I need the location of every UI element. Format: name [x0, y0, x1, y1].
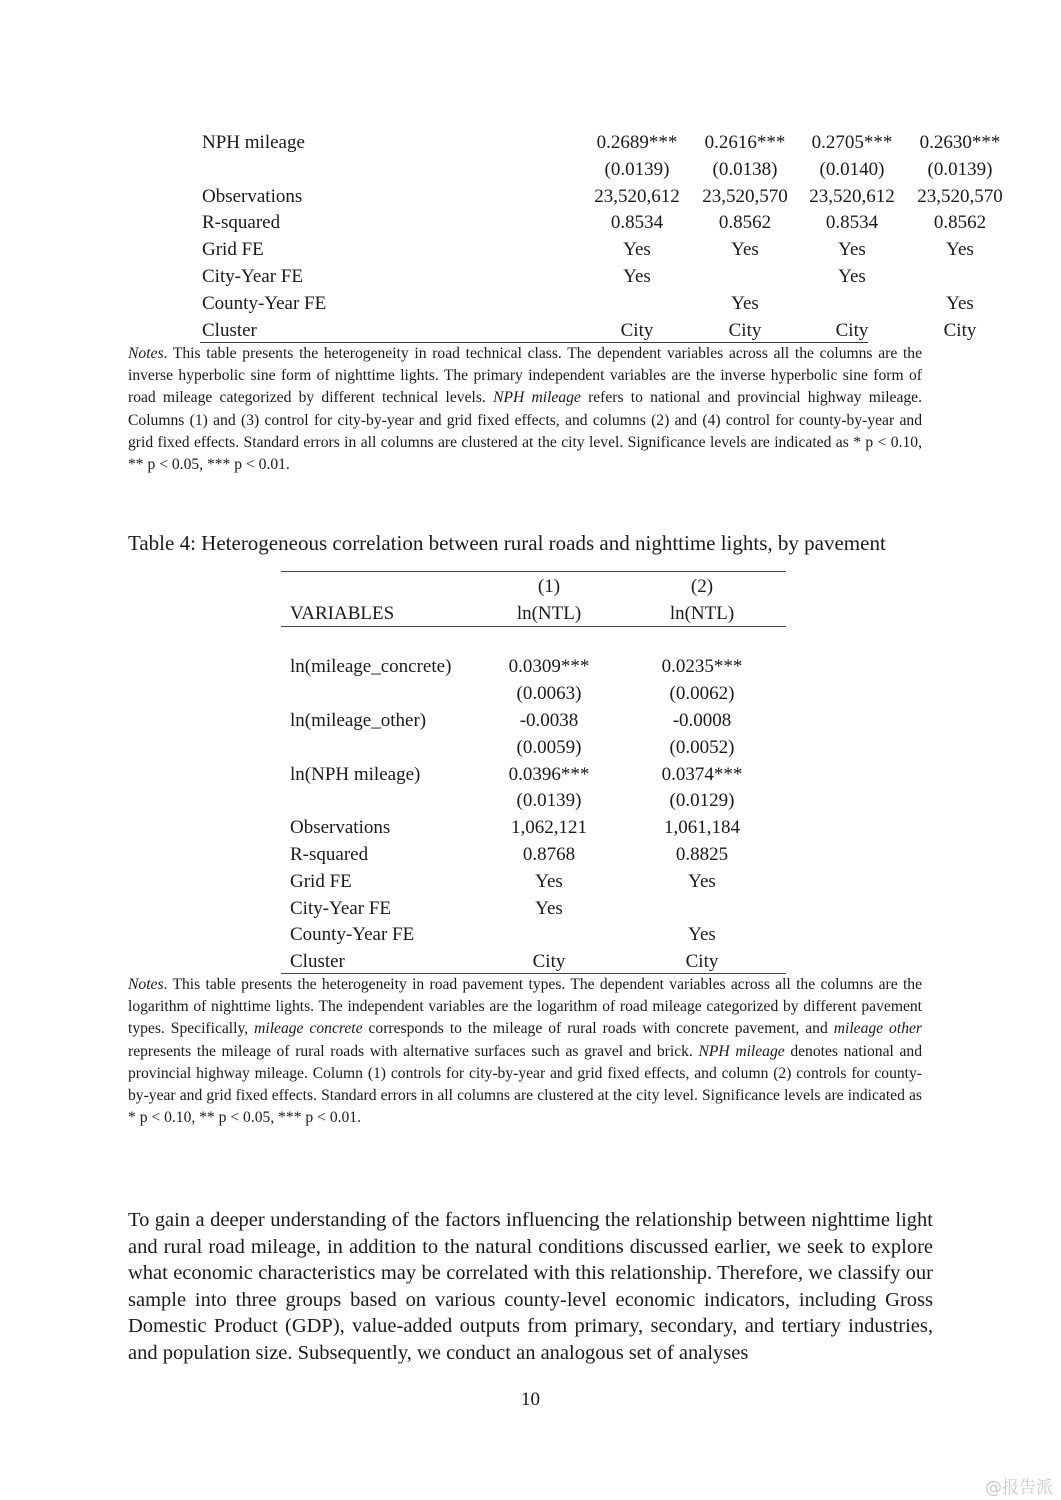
cell: 0.0396*** [508, 763, 590, 785]
cell: (0.0139) [516, 790, 582, 812]
table-row [281, 815, 786, 842]
cell: 23,520,612 [809, 185, 895, 207]
cell: City [728, 319, 762, 341]
cell: Yes [623, 265, 651, 287]
table-row [281, 762, 786, 789]
cell: City [620, 319, 654, 341]
cell: Yes [838, 239, 866, 261]
variables-header: VARIABLES [290, 602, 395, 624]
cell: Yes [731, 239, 759, 261]
cell: Yes [688, 870, 716, 892]
cell: 0.8534 [610, 212, 664, 234]
cell: 0.8562 [933, 212, 987, 234]
notes-emphasis: mileage concrete [254, 1020, 363, 1038]
notes-text: denotes national and provincial highway mileage. Column (1) controls for city-by-year and grid fixed effects, and column (2) controls for county-by-year and grid fixed effects. Standard errors in all columns are clustered at the city level. Significance levels are indicated as * p < 0.10, ** p < 0.05, *** p < 0.01. [128, 1042, 923, 1127]
cell: -0.0038 [519, 709, 579, 731]
row-label: County-Year FE [202, 292, 327, 314]
cell: -0.0008 [672, 709, 732, 731]
row-label: ln(mileage_concrete) [290, 656, 452, 678]
cell: 23,520,570 [917, 185, 1003, 207]
cell: (0.0129) [669, 790, 735, 812]
cell: Yes [946, 239, 974, 261]
table-row [200, 210, 987, 237]
notes-emphasis: mileage other [833, 1020, 922, 1038]
table-row [200, 157, 993, 184]
cell: City [835, 319, 869, 341]
cell: (0.0059) [516, 736, 582, 758]
row-label: Cluster [202, 319, 257, 341]
notes-lead: Notes [128, 976, 164, 993]
table-row [281, 842, 786, 869]
cell: 0.8825 [675, 843, 729, 865]
cell: 0.8768 [522, 843, 576, 865]
notes-lead: Notes [128, 345, 164, 362]
row-label: City-Year FE [290, 897, 391, 919]
cell: Yes [838, 265, 866, 287]
row-label: R-squared [290, 843, 369, 865]
row-label: City-Year FE [202, 265, 303, 287]
cell: (0.0062) [669, 683, 735, 705]
row-label: Cluster [290, 951, 345, 973]
table4 [281, 574, 786, 976]
cell: (0.0139) [927, 158, 993, 180]
cell: 1,062,121 [511, 817, 587, 839]
row-label: ln(mileage_other) [290, 709, 427, 731]
table4-notes [128, 974, 922, 1129]
dependent-variable: ln(NTL) [669, 602, 735, 624]
cell: 1,061,184 [664, 817, 740, 839]
cell: Yes [535, 870, 563, 892]
table-row [200, 264, 868, 291]
cell: (0.0063) [516, 683, 582, 705]
notes-text: . This table presents the heterogeneity in road pavement types. The dependent variables across all the columns are the logarithm of nighttime lights. The independent variables are the logarithm of road mileage categorized by different pavement types. Specifically, [128, 976, 922, 1038]
notes-text: corresponds to the mileage of rural roads with concrete pavement, and [362, 1020, 834, 1038]
cell: (0.0140) [819, 158, 885, 180]
table-row [200, 318, 977, 345]
row-label: Observations [290, 817, 391, 839]
cell: 0.2689*** [596, 132, 678, 153]
column-number: (1) [537, 576, 561, 597]
cell: Yes [535, 897, 563, 919]
notes-emphasis: NPH mileage [493, 389, 581, 407]
table-row [281, 869, 786, 896]
cell: 0.0309*** [508, 656, 590, 678]
body-paragraph: To gain a deeper understanding of the factors influencing the relationship between nighttime light and rural road mileage, in addition to the natural conditions discussed earlier, we seek to explore what economic characteristics may be correlated with this relationship. Therefore, we classify our sample into three groups based on various county-level economic indicators, including Gross Domestic Product (GDP), value-added outputs from primary, secondary, and tertiary industries, and population size. Subsequently, we conduct an analogous set of analyses [128, 1209, 933, 1364]
notes-emphasis: NPH mileage [698, 1042, 785, 1060]
cell: (0.0052) [669, 736, 735, 758]
table-row [281, 922, 786, 949]
table-row [200, 130, 1001, 157]
row-label: NPH mileage [202, 132, 305, 153]
cell: 0.2630*** [919, 132, 1001, 153]
cell: 0.0374*** [661, 763, 743, 785]
page-number: 10 [521, 1389, 540, 1410]
cell: Yes [688, 924, 716, 946]
row-label: Grid FE [202, 239, 264, 261]
cell: Yes [731, 292, 759, 314]
table-row [200, 184, 1003, 211]
table-row [281, 788, 786, 815]
notes-text: represents the mileage of rural roads with alternative surfaces such as gravel and brick. [128, 1042, 699, 1060]
cell: City [685, 951, 719, 973]
row-label: Observations [202, 185, 303, 207]
cell: (0.0138) [712, 158, 778, 180]
cell: 0.2705*** [811, 132, 893, 153]
notes-text: . This table presents the heterogeneity in road technical class. The dependent variables across all the columns are the inverse hyperbolic sine form of nighttime lights. The primary independent variables are the inverse hyperbolic sine form of road mileage categorized by different technical levels. [128, 345, 922, 407]
spacer-row [281, 628, 786, 655]
watermark: @报告派 [985, 1478, 1053, 1498]
cell: City [943, 319, 977, 341]
row-label: ln(NPH mileage) [290, 763, 421, 785]
table4-caption: Table 4: Heterogeneous correlation between rural roads and nighttime lights, by pavement [128, 531, 886, 555]
row-label: R-squared [202, 212, 281, 234]
table-row [200, 291, 974, 318]
cell: 0.8562 [718, 212, 772, 234]
cell: City [532, 951, 566, 973]
table4-header-rule [281, 626, 786, 627]
row-label: County-Year FE [290, 924, 415, 946]
table-row [281, 949, 786, 976]
row-label: Grid FE [290, 870, 352, 892]
table-row [281, 708, 786, 735]
cell: Yes [946, 292, 974, 314]
column-number: (2) [690, 576, 714, 597]
table-row [200, 237, 974, 264]
cell: (0.0139) [604, 158, 670, 180]
table-row [281, 681, 786, 708]
table3-continuation [200, 130, 1003, 344]
cell: 23,520,570 [702, 185, 788, 207]
cell: 0.8534 [825, 212, 879, 234]
table-row [281, 735, 786, 762]
cell: 0.2616*** [704, 132, 786, 153]
table4-top-rule [281, 571, 786, 572]
cell: 23,520,612 [594, 185, 680, 207]
dependent-variable: ln(NTL) [516, 602, 582, 624]
notes-text: refers to national and provincial highway mileage. Columns (1) and (3) control for city-by-year and grid fixed effects, and columns (2) and (4) control for county-by-year and grid fixed effects. Standard errors in all columns are clustered at the city level. Significance levels are indicated as * p < 0.10, ** p < 0.05, *** p < 0.01. [128, 389, 922, 474]
cell: 0.0235*** [661, 656, 743, 678]
table-row [281, 896, 786, 923]
table-header-row [281, 601, 786, 628]
table-row [281, 654, 786, 681]
table-header-row [281, 574, 786, 601]
cell: Yes [623, 239, 651, 261]
table3-notes [128, 343, 922, 476]
